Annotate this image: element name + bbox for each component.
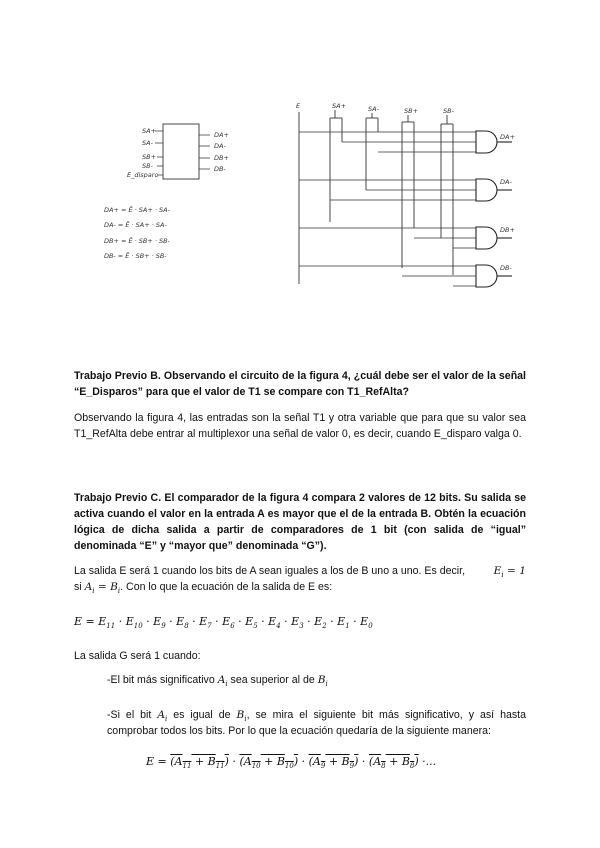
math-inline: $E_i = 1$ [493,565,526,579]
block-output-labels [214,131,229,173]
block-input-label: SB+ [142,153,157,161]
section-b-question: Trabajo Previo B. Observando el circuito de la figura 4, ¿cuál debe ser el valor de la señal “E_Disparos” para que el valor de T1 se compare con T1_RefAlta? [74,370,526,398]
g-output-intro: La salida G será 1 cuando: [74,650,201,662]
math-inline: $A_i = B_i$ [84,581,121,595]
block-output-label: DA- [214,142,226,150]
and-gate [476,265,497,287]
g-equation: $E = (A_{11} + B_{11}) \cdot (A_{10} + B_{10}) \cdot (A_9 + B_9) \cdot (A_8 + B_8)$ ·... [146,755,437,770]
text-run: -Si el bit [107,709,158,721]
circuit-output-label: DB- [500,264,512,272]
block-input-label: E_disparo [127,171,159,179]
block-output-label: DA+ [214,131,229,139]
equation-line: DA- = Ē · SA+ · SA- [104,221,167,229]
circuit-input-label: SB+ [404,107,419,115]
block-output-label: DB+ [214,154,229,162]
block-input-label: SA- [142,139,153,147]
equation-line: DB+ = Ē · SB+ · SB- [104,237,170,245]
and-gate [476,227,497,249]
math-inline: $B_i$ [317,674,328,688]
g-condition-1 [107,672,526,688]
comparator-block [163,124,199,179]
circuit-output-label: DA- [500,178,512,186]
figure-4-sketch [0,0,600,300]
text-run: -El bit más significativo [107,674,218,686]
equation-line: DB- = Ē · SB+ · SB- [104,252,167,260]
math-inline: $A_i$ [217,674,228,688]
text-run: . Con lo que la ecuación de la salida de E es: [120,581,333,593]
circuit-input-label: SA- [368,105,379,113]
block-input-label: SA+ [142,127,157,135]
text-run: , se mira el siguiente bit más significativo, y así hasta comprobar todos los bits. Por lo que la ecuación quedaría de la siguiente manera: [107,709,526,737]
block-input-label: SB- [142,162,153,170]
g-condition-2 [107,707,526,739]
circuit-input-labels [296,102,454,115]
and-gate [476,131,497,153]
block-output-label: DB- [214,165,226,173]
text-run: La salida E será 1 cuando los bits de A sean iguales a los de B uno a uno. Es decir, [74,565,466,577]
and-gate [476,179,497,201]
math-inline: $A_i$ [157,709,168,723]
e-output-description [74,563,526,595]
circuit-output-labels [500,133,515,272]
e-equation: $E = E_{11} \cdot E_{10} \cdot E_9 \cdot E_8 \cdot E_7 \cdot E_6 \cdot E_5 \cdot E_4 \cdot E_3 \cdot E_2 \cdot E_1 \cdot E_0$ [74,615,373,630]
circuit-output-label: DA+ [500,133,515,141]
circuit-output-label: DB+ [500,226,515,234]
section-c-question: Trabajo Previo C. El comparador de la figura 4 compara 2 valores de 12 bits. Su salida se activa cuando el valor en la entrada A es mayor que el de la entrada B. Obtén la ecuación lógica de dicha salida a partir de comparadores de 1 bit (con salida de “igual” denominada “E” y “mayor que” denominada “G”). [74,492,526,552]
handwritten-equations [104,205,171,260]
equation-line: DA+ = Ē · SA+ · SA- [104,206,170,214]
text-run: es igual de [167,709,237,721]
text-run: sea superior al de [227,674,318,686]
circuit-input-label: SA+ [332,102,347,110]
math-inline: $B_i$ [236,709,247,723]
text-run: si [74,581,85,593]
section-b-answer: Observando la figura 4, las entradas son la señal T1 y otra variable que para que su valor sea T1_RefAlta debe entrar al multiplexor una señal de valor 0, es decir, cuando E_disparo valga 0. [74,412,526,440]
circuit-input-label: E [296,102,301,110]
circuit-input-label: SB- [443,107,454,115]
block-input-labels [127,127,158,179]
